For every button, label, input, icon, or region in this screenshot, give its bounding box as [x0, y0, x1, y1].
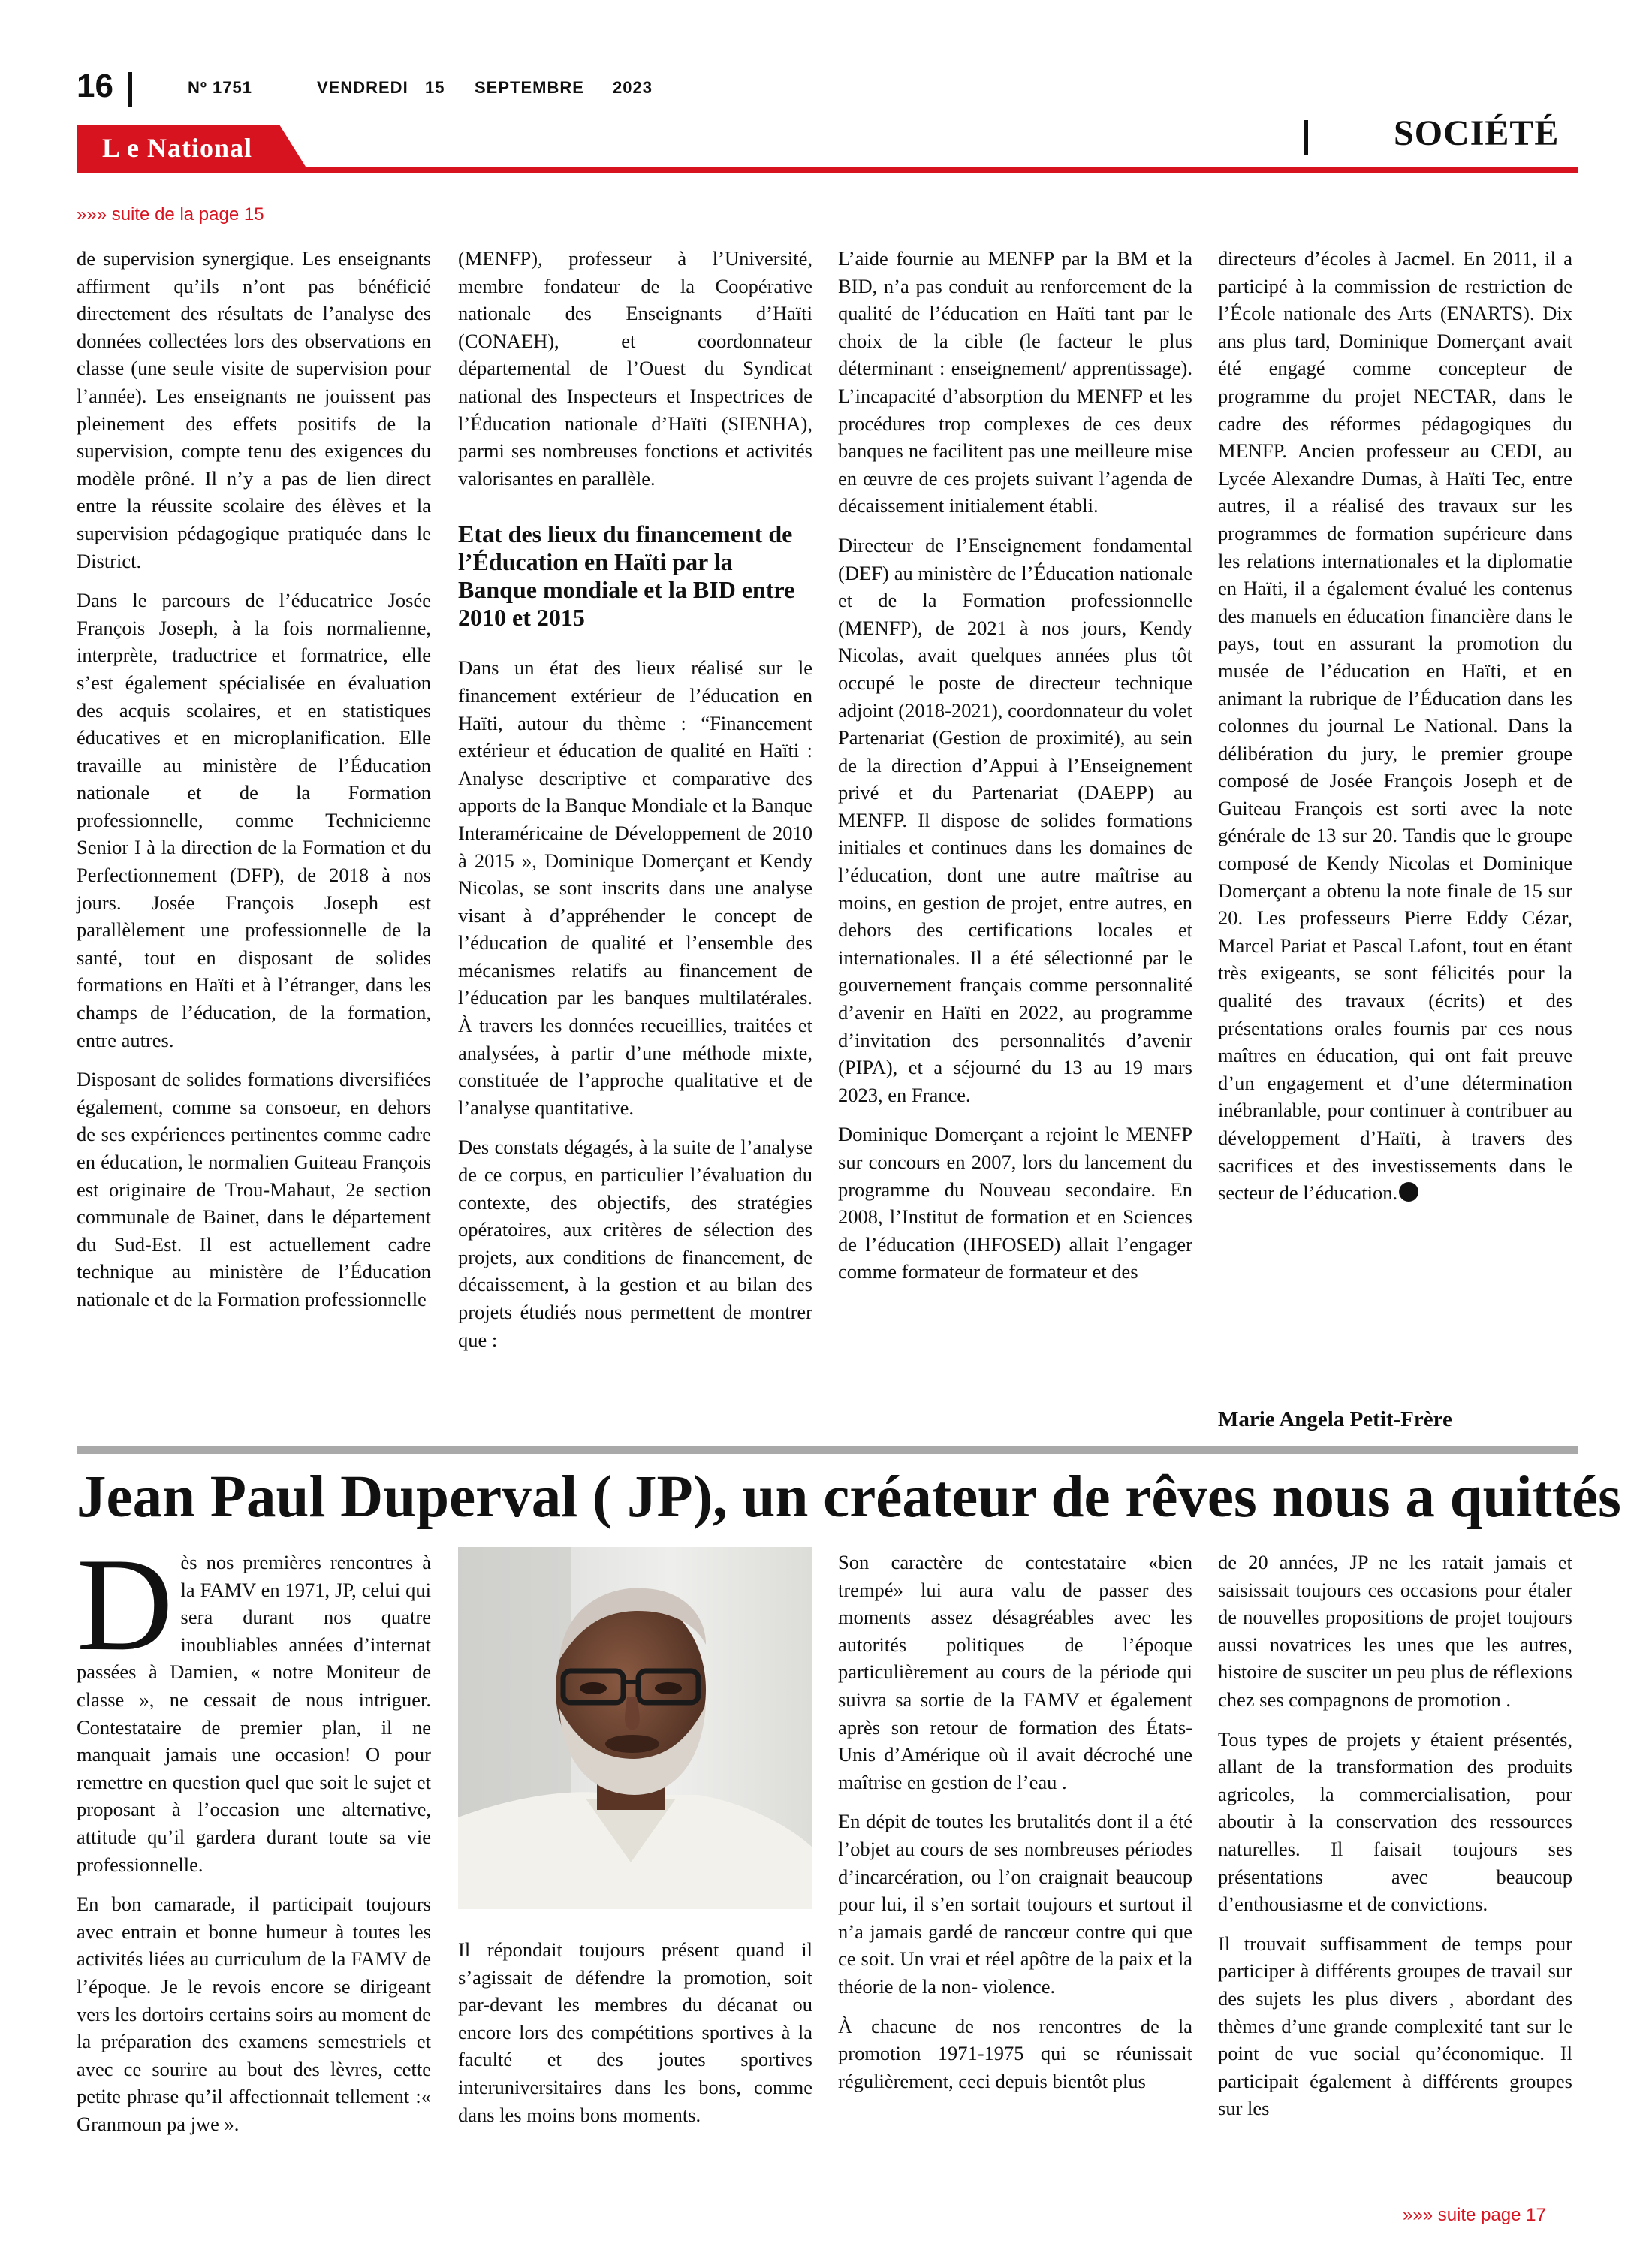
paragraph: À chacune de nos rencontres de la promotion 1971-1975 qui se réunissait régulièrement, ceci depuis bientôt plus: [838, 2014, 1192, 2092]
paragraph: Dans le parcours de l’éducatrice Josée François Joseph, à la fois normalienne, interprète, traductrice et formatrice, elle s’est également spécialisée en évaluation des acquis scolaires, et en statistiques éducatives et en microplanification. Elle travaille au ministère de l’Éducation nationale et de la Formation professionnelle, comme Technicienne Senior I à la direction de la Formation et du Perfectionnement (DFP), de 2018 à nos jours. Josée François Joseph est parallèlement une professionnelle de la santé, tout en disposant de solides formations en Haïti et à l’étranger, dans les champs de l’éducation, de la formation, entre autres.: [77, 589, 431, 1051]
top-bar: [77, 68, 1578, 113]
paragraph: Il répondait toujours présent quand il s’agissait de défendre la promotion, soit par-devant les membres du décanat ou encore lors des compétitions sportives à la faculté et des joutes sportives interuniversitaires dans les bons, comme dans les moins bons moments.: [458, 1938, 812, 2126]
paragraph: Disposant de solides formations diversifiées également, comme sa consoeur, en dehors de ses expériences pertinentes comme cadre en éducation, le normalien Guiteau François est originaire de Trou-Mahaut, 2e section communale de Bainet, dans le département du Sud-Est. Il est actuellement cadre technique au ministère de l’Éducation nationale et de la Formation professionnelle: [77, 1068, 431, 1310]
portrait-photo: [458, 1547, 812, 1909]
portrait-photo-illustration: [458, 1547, 812, 1909]
paragraph: En bon camarade, il participait toujours avec entrain et bonne humeur à toutes les activités liées au curriculum de la FAMV de l’époque. Je le revois encore se dirigeant vers les dortoirs certains soirs au moment de la préparation des examens semestriels et avec ce sourire au bout des lèvres, cette petite phrase qu’il affectionnait tellement :« Granmoun pa jwe ».: [77, 1893, 431, 2135]
article1-column-4: [1218, 245, 1572, 1219]
page-number-divider: [128, 72, 132, 107]
paragraph: Directeur de l’Enseignement fondamental (DEF) au ministère de l’Éducation nationale et de la Formation professionnelle (MENFP), de 2021 à nos jours, Kendy Nicolas, avait quelques années plus tôt occupé le poste de directeur technique adjoint (2018-2021), coordonnateur du volet Partenariat (Gestion de proximité), au sein de la direction d’Appui à l’Enseignement privé et du Partenariat (DAEPP) au MENFP. Il dispose de solides formations initiales et continues dans les domaines de l’éducation, dont une autre maîtrise au moins, en gestion de projet, entre autres, en dehors des certifications locales et internationales. Il a été sélectionné par le gouvernement français comme personnalité d’avenir en Haïti en 2022, au programme d’invitation des personnalités d’avenir (PIPA), et a séjourné du 13 au 19 mars 2023, en France.: [838, 533, 1192, 1106]
paragraph-with-endmark: [1218, 245, 1572, 1207]
article2-column-2: [458, 1936, 812, 2140]
article1-subheading: Etat des lieux du financement de l’Éducation en Haïti par la Banque mondiale et la BID entre 2010 et 2015: [458, 520, 795, 632]
article2-column-3: [838, 1549, 1192, 2107]
paragraph: Il trouvait suffisamment de temps pour participer à différents groupes de travail sur des sujets les plus divers , abordant des thèmes d’une grande complexité tant sur le point de vue social qu’économique. Il participait également à différents groupes sur les: [1218, 1932, 1572, 2120]
date-day-name: VENDREDI: [317, 78, 408, 97]
article1-column-1: [77, 245, 431, 1326]
issue-number: Nº 1751: [188, 78, 252, 97]
paragraph: Dominique Domerçant a rejoint le MENFP sur concours en 2007, lors du lancement du programme du Nouveau secondaire. En 2008, l’Institut de formation et en Sciences de l’éducation (IHFOSED) allait l’engager comme formateur de formateur et des: [838, 1123, 1192, 1283]
paragraph: L’aide fournie au MENFP par la BM et la BID, n’a pas conduit au renforcement de la qualité de l’éducation en Haïti tant par le choix de la cible (le facteur le plus déterminant : enseignement/ apprentissage). L’incapacité d’absorption du MENFP et les procédures trop complexes de ces deux banques ne facilitent pas une meilleure mise en œuvre de ces projets suivant l’agenda de décaissement initialement établi.: [838, 247, 1192, 517]
page-number: 16: [77, 68, 113, 104]
article1-column-3: [838, 245, 1192, 1298]
article2-headline: Jean Paul Duperval ( JP), un créateur de rêves nous a quittés: [77, 1464, 1621, 1530]
date-day: 15: [425, 78, 445, 97]
article-separator-rule: [77, 1446, 1578, 1454]
brand-logo-text: L e National: [102, 133, 253, 163]
paragraph: Son caractère de contestataire «bien trempé» lui aura valu de passer des moments assez désagréables avec les autorités politiques de l’époque particulièrement au cours de la période qui suivra sa sortie de la FAMV et également après son retour de formation des États-Unis d’Amérique où il avait décroché une maîtrise en gestion de l’eau .: [838, 1551, 1192, 1793]
continued-from-label: »»» suite de la page 15: [77, 204, 264, 225]
paragraph: de 20 années, JP ne les ratait jamais et saisissait toujours ces occasions pour étaler de nouvelles propositions de projet toujours aussi novatrices les unes que les autres, histoire de susciter un peu plus de réflexions chez ses compagnons de promotion .: [1218, 1551, 1572, 1711]
date-year: 2023: [613, 78, 653, 97]
article1-column-2: [458, 245, 812, 1365]
end-of-article-icon: [1399, 1182, 1418, 1202]
paragraph: Tous types de projets y étaient présentés, allant de la transformation des produits agricoles, la commercialisation, pour aboutir à la conservation des ressources naturelles. Il faisait toujours ses présentations avec beaucoup d’enthousiasme et de convictions.: [1218, 1727, 1572, 1916]
paragraph: Dans un état des lieux réalisé sur le financement extérieur de l’éducation en Haïti, autour du thème : “Financement extérieur et éducation de qualité en Haïti : Analyse descriptive et comparative des apports de la Banque Mondiale et la Banque Interaméricaine de Développement de 2010 à 2015 », Dominique Domerçant et Kendy Nicolas, se sont inscrits dans une analyse visant à d’appréhender le concept de l’éducation de qualité et l’ensemble des mécanismes relatifs au financement de l’éducation par les banques multilatérales. À travers les données recueillies, traitées et analysées, à partir d’une méthode mixte, constituée de l’approche qualitative et de l’analyse quantitative.: [458, 656, 812, 1119]
paragraph-with-dropcap: [77, 1530, 431, 1878]
section-title: SOCIÉTÉ: [1394, 113, 1560, 153]
article2-column-1: [77, 1530, 431, 2149]
section-divider: [1304, 120, 1308, 155]
paragraph: directeurs d’écoles à Jacmel. En 2011, il a participé à la commission de restriction de l’École nationale des Arts (ENARTS). Dix ans plus tard, Dominique Domerçant avait été engagé comme concepteur de programme du projet NECTAR, dans le cadre des réformes pédagogiques du MENFP. Ancien professeur au CEDI, au Lycée Alexandre Dumas, à Haïti Tec, entre autres, il a réalisé des travaux sur les programmes de formation supérieure dans les relations internationales et la diplomatie en Haïti, il a également évalué les contenus des manuels en éducation financière dans le pays, tout en assurant la promotion du musée de l’éducation en Haïti, et en animant la rubrique de l’Éducation dans les colonnes du journal Le National. Dans la délibération du jury, le premier groupe composé de Josée François Joseph et de Guiteau François est sorti avec la note générale de 13 sur 20. Tandis que le groupe composé de Kendy Nicolas et Dominique Domerçant a obtenu la note finale de 15 sur 20. Les professeurs Pierre Eddy Cézar, Marcel Pariat et Pascal Lafont, tout en étant très exigeants, se sont félicités pour la qualité des travaux (écrits) et des présentations orales fournis par ces nous maîtres en éducation, qui ont fait preuve d’un engagement et d’une détermination inébranlable, pour continuer à contribuer au développement d’Haïti, à travers des sacrifices et des investissements dans le secteur de l’éducation.: [1218, 247, 1572, 1205]
drop-cap: D: [77, 1530, 173, 1678]
article2-column-4: [1218, 1549, 1572, 2134]
article1-byline: Marie Angela Petit-Frère: [1218, 1407, 1452, 1431]
paragraph: de supervision synergique. Les enseignants affirment qu’ils n’ont pas bénéficié directement des résultats de l’analyse des données collectées lors des observations en classe (une seule visite de supervision pour l’année). Les enseignants ne jouissent pas pleinement des effets positifs de la supervision, compte tenu des exigences du modèle prôné. Il n’y a pas de lien direct entre la réussite scolaire des élèves et la supervision pédagogique pratiquée dans le District.: [77, 247, 431, 572]
continued-to-label: »»» suite page 17: [1403, 2205, 1546, 2225]
paragraph: Des constats dégagés, à la suite de l’analyse de ce corpus, en particulier l’évaluation du contexte, des objectifs, des stratégies opératoires, aux critères de sélection des projets, aux conditions de financement, de décaissement, à la gestion et au bilan des projets étudiés nous permettent de montrer que :: [458, 1136, 812, 1351]
date-month: SEPTEMBRE: [475, 78, 584, 97]
paragraph: En dépit de toutes les brutalités dont il a été l’objet au cours de ses nombreuses périodes d’incarcération, ou l’on craignait beaucoup pour lui, il s’en sortait toujours et surtout il n’a jamais gardé de rancœur contre qui que ce soit. Un vrai et réel apôtre de la paix et la théorie de la non- violence.: [838, 1810, 1192, 1998]
paragraph: (MENFP), professeur à l’Université, membre fondateur de la Coopérative nationale des Enseignants d’Haïti (CONAEH), et coordonnateur départemental de l’Ouest du Syndicat national des Inspecteurs et Inspectrices de l’Éducation nationale d’Haïti (SIENHA), parmi ses nombreuses fonctions et activités valorisantes en parallèle.: [458, 247, 812, 490]
paragraph: ès nos premières rencontres à la FAMV en 1971, JP, celui qui sera durant nos quatre inoubliables années d’internat passées à Damien, « notre Moniteur de classe », ne cessait de nous intriguer. Contestataire de premier plan, il ne manquait jamais une occasion! O pour remettre en question quel que soit le sujet et proposant à l’occasion une alternative, attitude qu’il gardera durant toute sa vie professionnelle.: [77, 1551, 431, 1876]
